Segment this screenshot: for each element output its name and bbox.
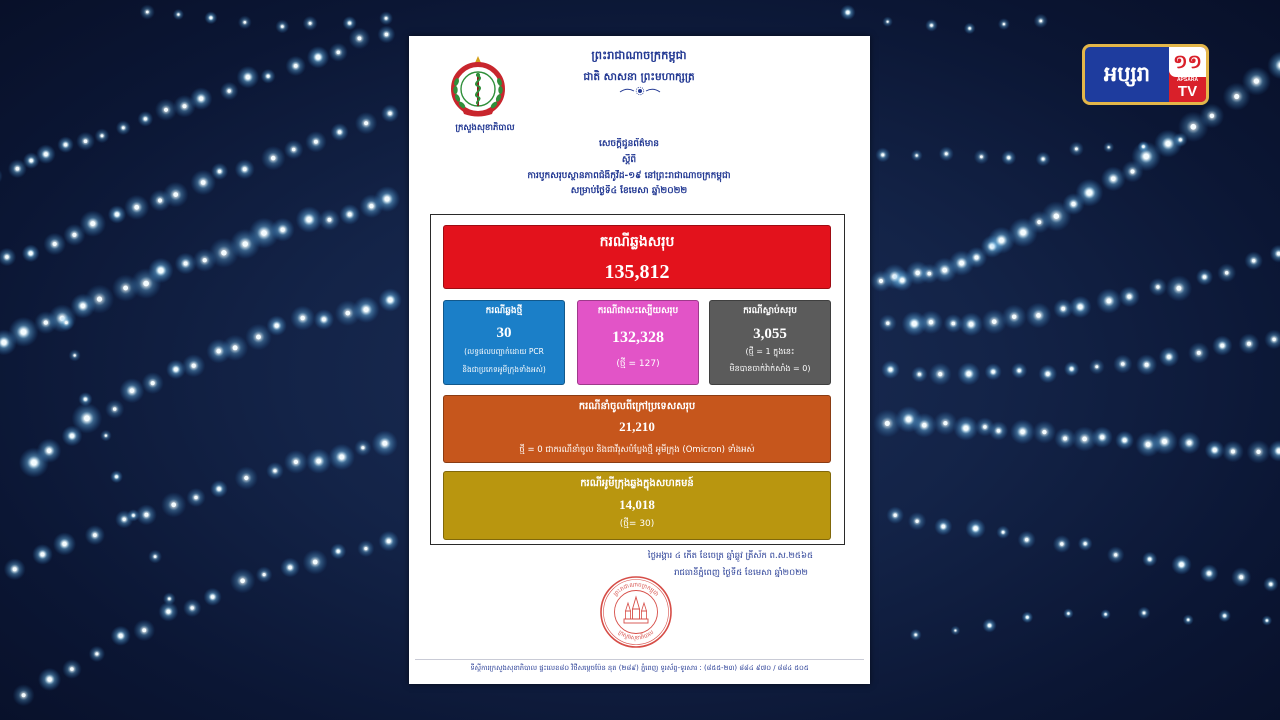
light-dot xyxy=(1173,133,1187,147)
light-dot xyxy=(1159,347,1179,367)
light-dot xyxy=(163,592,176,605)
light-dot xyxy=(1078,536,1093,551)
light-dot xyxy=(76,132,95,151)
light-dot xyxy=(1242,67,1271,96)
light-dot xyxy=(182,354,205,377)
light-dot xyxy=(290,306,315,331)
channel-number: ១១ xyxy=(1169,47,1206,77)
light-dot xyxy=(155,99,177,121)
light-dot xyxy=(57,136,74,153)
light-dot xyxy=(1069,296,1091,318)
light-dot xyxy=(881,360,900,379)
light-dot xyxy=(1212,335,1232,355)
channel-subtext: APSARA xyxy=(1176,77,1199,83)
light-dot xyxy=(261,146,285,170)
light-dot xyxy=(110,470,123,483)
light-dot xyxy=(1151,428,1177,454)
light-dot xyxy=(1101,609,1111,619)
light-dot xyxy=(985,363,1002,380)
light-dot xyxy=(85,525,105,545)
light-dot xyxy=(1113,354,1132,373)
light-dot xyxy=(374,186,400,212)
light-dot xyxy=(1196,268,1213,285)
light-dot xyxy=(1092,427,1113,448)
light-dot xyxy=(957,362,980,385)
light-dot xyxy=(1244,251,1263,270)
light-dot xyxy=(1063,608,1073,618)
light-dot xyxy=(1002,304,1027,329)
recovered-card xyxy=(577,300,699,385)
light-dot xyxy=(190,87,213,110)
light-dot xyxy=(329,444,355,470)
light-dot xyxy=(343,16,357,30)
total-cases-card xyxy=(443,225,831,289)
light-dot xyxy=(1217,263,1236,282)
light-dot xyxy=(1034,14,1048,28)
new-cases-value: 30 xyxy=(496,325,512,341)
light-dot xyxy=(140,4,155,19)
light-dot xyxy=(204,588,222,606)
light-dot xyxy=(1033,421,1056,444)
light-dot xyxy=(161,492,186,517)
light-dot xyxy=(138,111,154,127)
light-dot xyxy=(372,430,398,456)
light-dot xyxy=(108,205,126,223)
light-dot xyxy=(964,23,976,35)
light-dot xyxy=(1183,614,1194,625)
light-dot xyxy=(911,366,927,382)
recovered-note: (ថ្មី = 127) xyxy=(616,359,660,369)
light-dot xyxy=(266,462,284,480)
light-dot xyxy=(951,626,961,636)
light-dot xyxy=(62,659,82,679)
light-dot xyxy=(929,363,952,386)
ornament-divider xyxy=(618,86,662,96)
community-cases-card xyxy=(443,471,831,540)
light-dot xyxy=(1222,441,1244,463)
light-dot xyxy=(271,218,295,242)
light-dot xyxy=(349,28,371,50)
light-dot xyxy=(222,335,248,361)
imported-cases-label: ករណីនាំចូលពីក្រៅប្រទេសសរុប xyxy=(578,401,696,412)
light-dot xyxy=(378,531,399,552)
light-dot xyxy=(38,668,61,691)
light-dot xyxy=(379,288,402,311)
light-dot xyxy=(330,543,346,559)
light-dot xyxy=(1103,142,1114,153)
light-dot xyxy=(1149,278,1167,296)
light-dot xyxy=(1239,333,1260,354)
total-cases-label: ករណីឆ្លងសរុប xyxy=(599,234,675,250)
light-dot xyxy=(89,646,105,662)
light-dot xyxy=(1200,104,1225,129)
light-dot xyxy=(1171,554,1191,574)
light-dot xyxy=(354,439,371,456)
light-dot xyxy=(1270,245,1280,263)
deaths-note-1: (ថ្មី = 1 ក្នុងនេះ xyxy=(745,347,795,356)
light-dot xyxy=(1064,361,1079,376)
light-dot xyxy=(998,18,1010,30)
light-dot xyxy=(9,317,39,347)
light-dot xyxy=(1205,440,1225,460)
light-dot xyxy=(183,599,201,617)
light-dot xyxy=(0,167,3,184)
imported-cases-note: ថ្មី = 0 ជាករណីនាំចូល និងជាវីរុសបំប្លែងថ្មី អូមីក្រុង (Omicron) ទាំងអស់ xyxy=(519,445,755,455)
light-dot xyxy=(53,532,76,555)
light-dot xyxy=(256,566,273,583)
light-dot xyxy=(235,159,255,179)
light-dot xyxy=(319,209,341,231)
light-dot xyxy=(238,15,252,29)
new-cases-label: ករណីឆ្លងថ្មី xyxy=(485,306,523,316)
light-dot xyxy=(1231,567,1251,587)
light-dot xyxy=(381,104,399,122)
light-dot xyxy=(32,544,53,565)
light-dot xyxy=(953,416,978,441)
release-subject-prefix: ស្ដីពី xyxy=(621,155,637,165)
community-cases-note: (ថ្មី= 30) xyxy=(619,519,655,529)
light-dot xyxy=(119,378,144,403)
light-dot xyxy=(69,349,81,361)
light-dot xyxy=(13,684,35,706)
light-dot xyxy=(284,450,308,474)
light-dot xyxy=(1038,365,1057,384)
light-dot xyxy=(36,144,56,164)
light-dot xyxy=(105,400,124,419)
channel-badge xyxy=(1169,47,1206,102)
svg-text:ក្រសួងសុខាភិបាល xyxy=(617,629,656,641)
ministry-emblem-logo xyxy=(447,55,509,119)
light-dot xyxy=(80,210,107,237)
deaths-card xyxy=(709,300,831,385)
light-dot xyxy=(996,526,1009,539)
light-dot xyxy=(882,16,893,27)
national-motto: ជាតិ សាសនា ព្រះមហាក្សត្រ xyxy=(583,71,695,83)
light-dot xyxy=(1075,179,1103,207)
light-dot xyxy=(58,315,74,331)
light-dot xyxy=(1018,531,1036,549)
new-cases-note-2: និងជាប្រភេទអូមីក្រុងទាំងអស់) xyxy=(462,365,546,374)
light-dot xyxy=(1107,546,1124,563)
light-dot xyxy=(1138,607,1151,620)
light-dot xyxy=(296,206,323,233)
kingdom-heading: ព្រះរាជាណាចក្រកម្ពុជា xyxy=(591,48,687,62)
light-dot xyxy=(37,438,62,463)
light-dot xyxy=(1022,612,1034,624)
light-dot xyxy=(939,146,954,161)
light-dot xyxy=(163,182,189,208)
light-dot xyxy=(1053,535,1071,553)
light-dot xyxy=(303,16,318,31)
light-dot xyxy=(280,558,300,578)
light-dot xyxy=(353,296,380,323)
light-dot xyxy=(1263,577,1278,592)
light-dot xyxy=(1142,552,1157,567)
light-dot xyxy=(886,506,904,524)
press-release-document xyxy=(409,36,870,684)
release-subject: ការបូកសរុបស្ថានភាពជំងឺកូវីដ-១៩ នៅព្រះរាជាណាចក្រកម្ពុជា xyxy=(527,171,731,181)
light-dot xyxy=(1010,419,1035,444)
light-dot xyxy=(1026,303,1052,329)
light-dot xyxy=(355,112,377,134)
light-dot xyxy=(303,549,328,574)
community-cases-value: 14,018 xyxy=(619,497,655,512)
light-dot xyxy=(0,248,16,267)
light-dot xyxy=(378,26,396,44)
deaths-value: 3,055 xyxy=(753,326,787,342)
light-dot xyxy=(173,9,184,20)
light-dot xyxy=(959,312,983,336)
light-dot xyxy=(840,5,855,20)
light-dot xyxy=(966,518,986,538)
light-dot xyxy=(1011,363,1027,379)
light-dot xyxy=(284,140,303,159)
light-dot xyxy=(211,163,228,180)
place-and-date: រាជធានីភ្នំពេញ ថ្ងៃទី៥ ខែមេសា ឆ្នាំ២០២២ xyxy=(674,568,808,578)
light-dot xyxy=(43,233,66,256)
light-dot xyxy=(124,195,149,220)
light-dot xyxy=(879,314,897,332)
light-dot xyxy=(357,540,374,557)
release-date: សម្រាប់ថ្ងៃទី៤ ខែមេសា ឆ្នាំ២០២២ xyxy=(570,186,688,196)
light-dot xyxy=(1089,359,1105,375)
channel-tv-label: TV xyxy=(1177,83,1198,100)
footer-address: ទីស្ដីការក្រសួងសុខាភិបាល ផ្ទះលេខ៨០ វិថីសម្ដេចប៉ែន នុត (២៨៩) ភ្នំពេញ ទូរស័ព្ទ-ទូរសារ : (៨៥៥-២៣) ៨៨៤ ៩៧០ / ៨៨៤ ៥០៥ xyxy=(470,664,809,672)
light-dot xyxy=(911,150,923,162)
light-dot xyxy=(933,411,957,435)
light-dot xyxy=(72,403,103,434)
light-dot xyxy=(127,509,139,521)
light-dot xyxy=(116,120,131,135)
light-dot xyxy=(875,148,890,163)
apsara-tv-logo xyxy=(1082,44,1209,105)
light-dot xyxy=(220,82,238,100)
light-dot xyxy=(261,69,276,84)
light-dot xyxy=(974,149,989,164)
light-dot xyxy=(205,11,218,24)
light-dot xyxy=(1138,141,1150,153)
light-dot xyxy=(186,488,205,507)
light-dot xyxy=(331,123,349,141)
deaths-note-2: មិនបានចាក់វ៉ាក់សាំង = 0) xyxy=(729,364,811,373)
light-dot xyxy=(1001,150,1016,165)
light-dot xyxy=(910,629,922,641)
light-dot xyxy=(78,392,92,406)
light-dot xyxy=(934,518,952,536)
light-dot xyxy=(148,550,162,564)
light-dot xyxy=(908,512,926,530)
light-dot xyxy=(100,430,112,442)
light-dot xyxy=(230,568,255,593)
release-title: សេចក្ដីជូនព័ត៌មាន xyxy=(599,139,659,149)
light-dot xyxy=(1119,286,1140,307)
new-cases-note-1: (លទ្ធផលបញ្ជាក់ដោយ PCR xyxy=(464,347,544,356)
light-dot xyxy=(1247,440,1271,464)
light-dot xyxy=(133,619,155,641)
light-dot xyxy=(85,285,114,314)
light-dot xyxy=(1178,431,1201,454)
light-dot xyxy=(1036,152,1051,167)
light-dot xyxy=(267,315,287,335)
ministry-stamp xyxy=(599,575,673,649)
light-dot xyxy=(1188,342,1210,364)
light-dot xyxy=(1262,615,1272,625)
lunar-date: ថ្ងៃអង្គារ ៤ កើត ខែចេត្រ ឆ្នាំឆ្លូវ ត្រីស័ក ព.ស.២៥៦៥ xyxy=(647,551,813,561)
channel-name: អប្សរា xyxy=(1103,62,1151,86)
recovered-value: 132,328 xyxy=(612,329,664,346)
light-dot xyxy=(1264,330,1280,350)
footer-divider xyxy=(415,659,864,660)
light-dot xyxy=(286,56,306,76)
deaths-label: ករណីស្លាប់សរុប xyxy=(743,306,797,316)
light-dot xyxy=(1218,609,1231,622)
light-dot xyxy=(339,204,360,225)
light-dot xyxy=(210,480,228,498)
light-dot xyxy=(1136,354,1157,375)
light-dot xyxy=(1200,564,1218,582)
light-dot xyxy=(305,131,326,152)
community-cases-label: ករណីអូមីក្រុងឆ្លងក្នុងសហគមន៍ xyxy=(580,478,694,489)
light-dot xyxy=(307,46,329,68)
light-dot xyxy=(306,448,331,473)
recovered-label: ករណីជាសះស្បើយសរុប xyxy=(597,306,679,316)
light-dot xyxy=(1096,288,1121,313)
light-dot xyxy=(22,244,40,262)
light-dot xyxy=(175,253,197,275)
light-dot xyxy=(982,618,996,632)
imported-cases-value: 21,210 xyxy=(619,419,655,434)
light-dot xyxy=(314,309,334,329)
light-dot xyxy=(95,128,110,143)
light-dot xyxy=(925,19,938,32)
light-dot xyxy=(275,20,289,34)
ministry-name: ក្រសួងសុខាភិបាល xyxy=(455,123,515,133)
light-dot xyxy=(989,421,1008,440)
light-dot xyxy=(1069,141,1084,156)
light-dot xyxy=(1268,440,1280,462)
light-dot xyxy=(919,310,943,334)
light-dot xyxy=(329,43,348,62)
light-dot xyxy=(235,466,258,489)
stamp-bottom-text: ក្រសួងសុខាភិបាល xyxy=(616,629,656,642)
imported-cases-card xyxy=(443,395,831,463)
light-dot xyxy=(4,558,26,580)
total-cases-value: 135,812 xyxy=(604,261,670,283)
light-dot xyxy=(379,11,393,25)
stamp-top-text: ព្រះរាជាណាចក្រកម្ពុជា xyxy=(612,582,660,598)
light-dot xyxy=(148,258,173,283)
light-dot xyxy=(111,626,131,646)
light-dot xyxy=(1166,275,1192,301)
light-dot xyxy=(1115,431,1134,450)
new-cases-card xyxy=(443,300,565,385)
light-dot xyxy=(142,372,164,394)
light-dot xyxy=(912,413,937,438)
light-dot xyxy=(237,66,260,89)
